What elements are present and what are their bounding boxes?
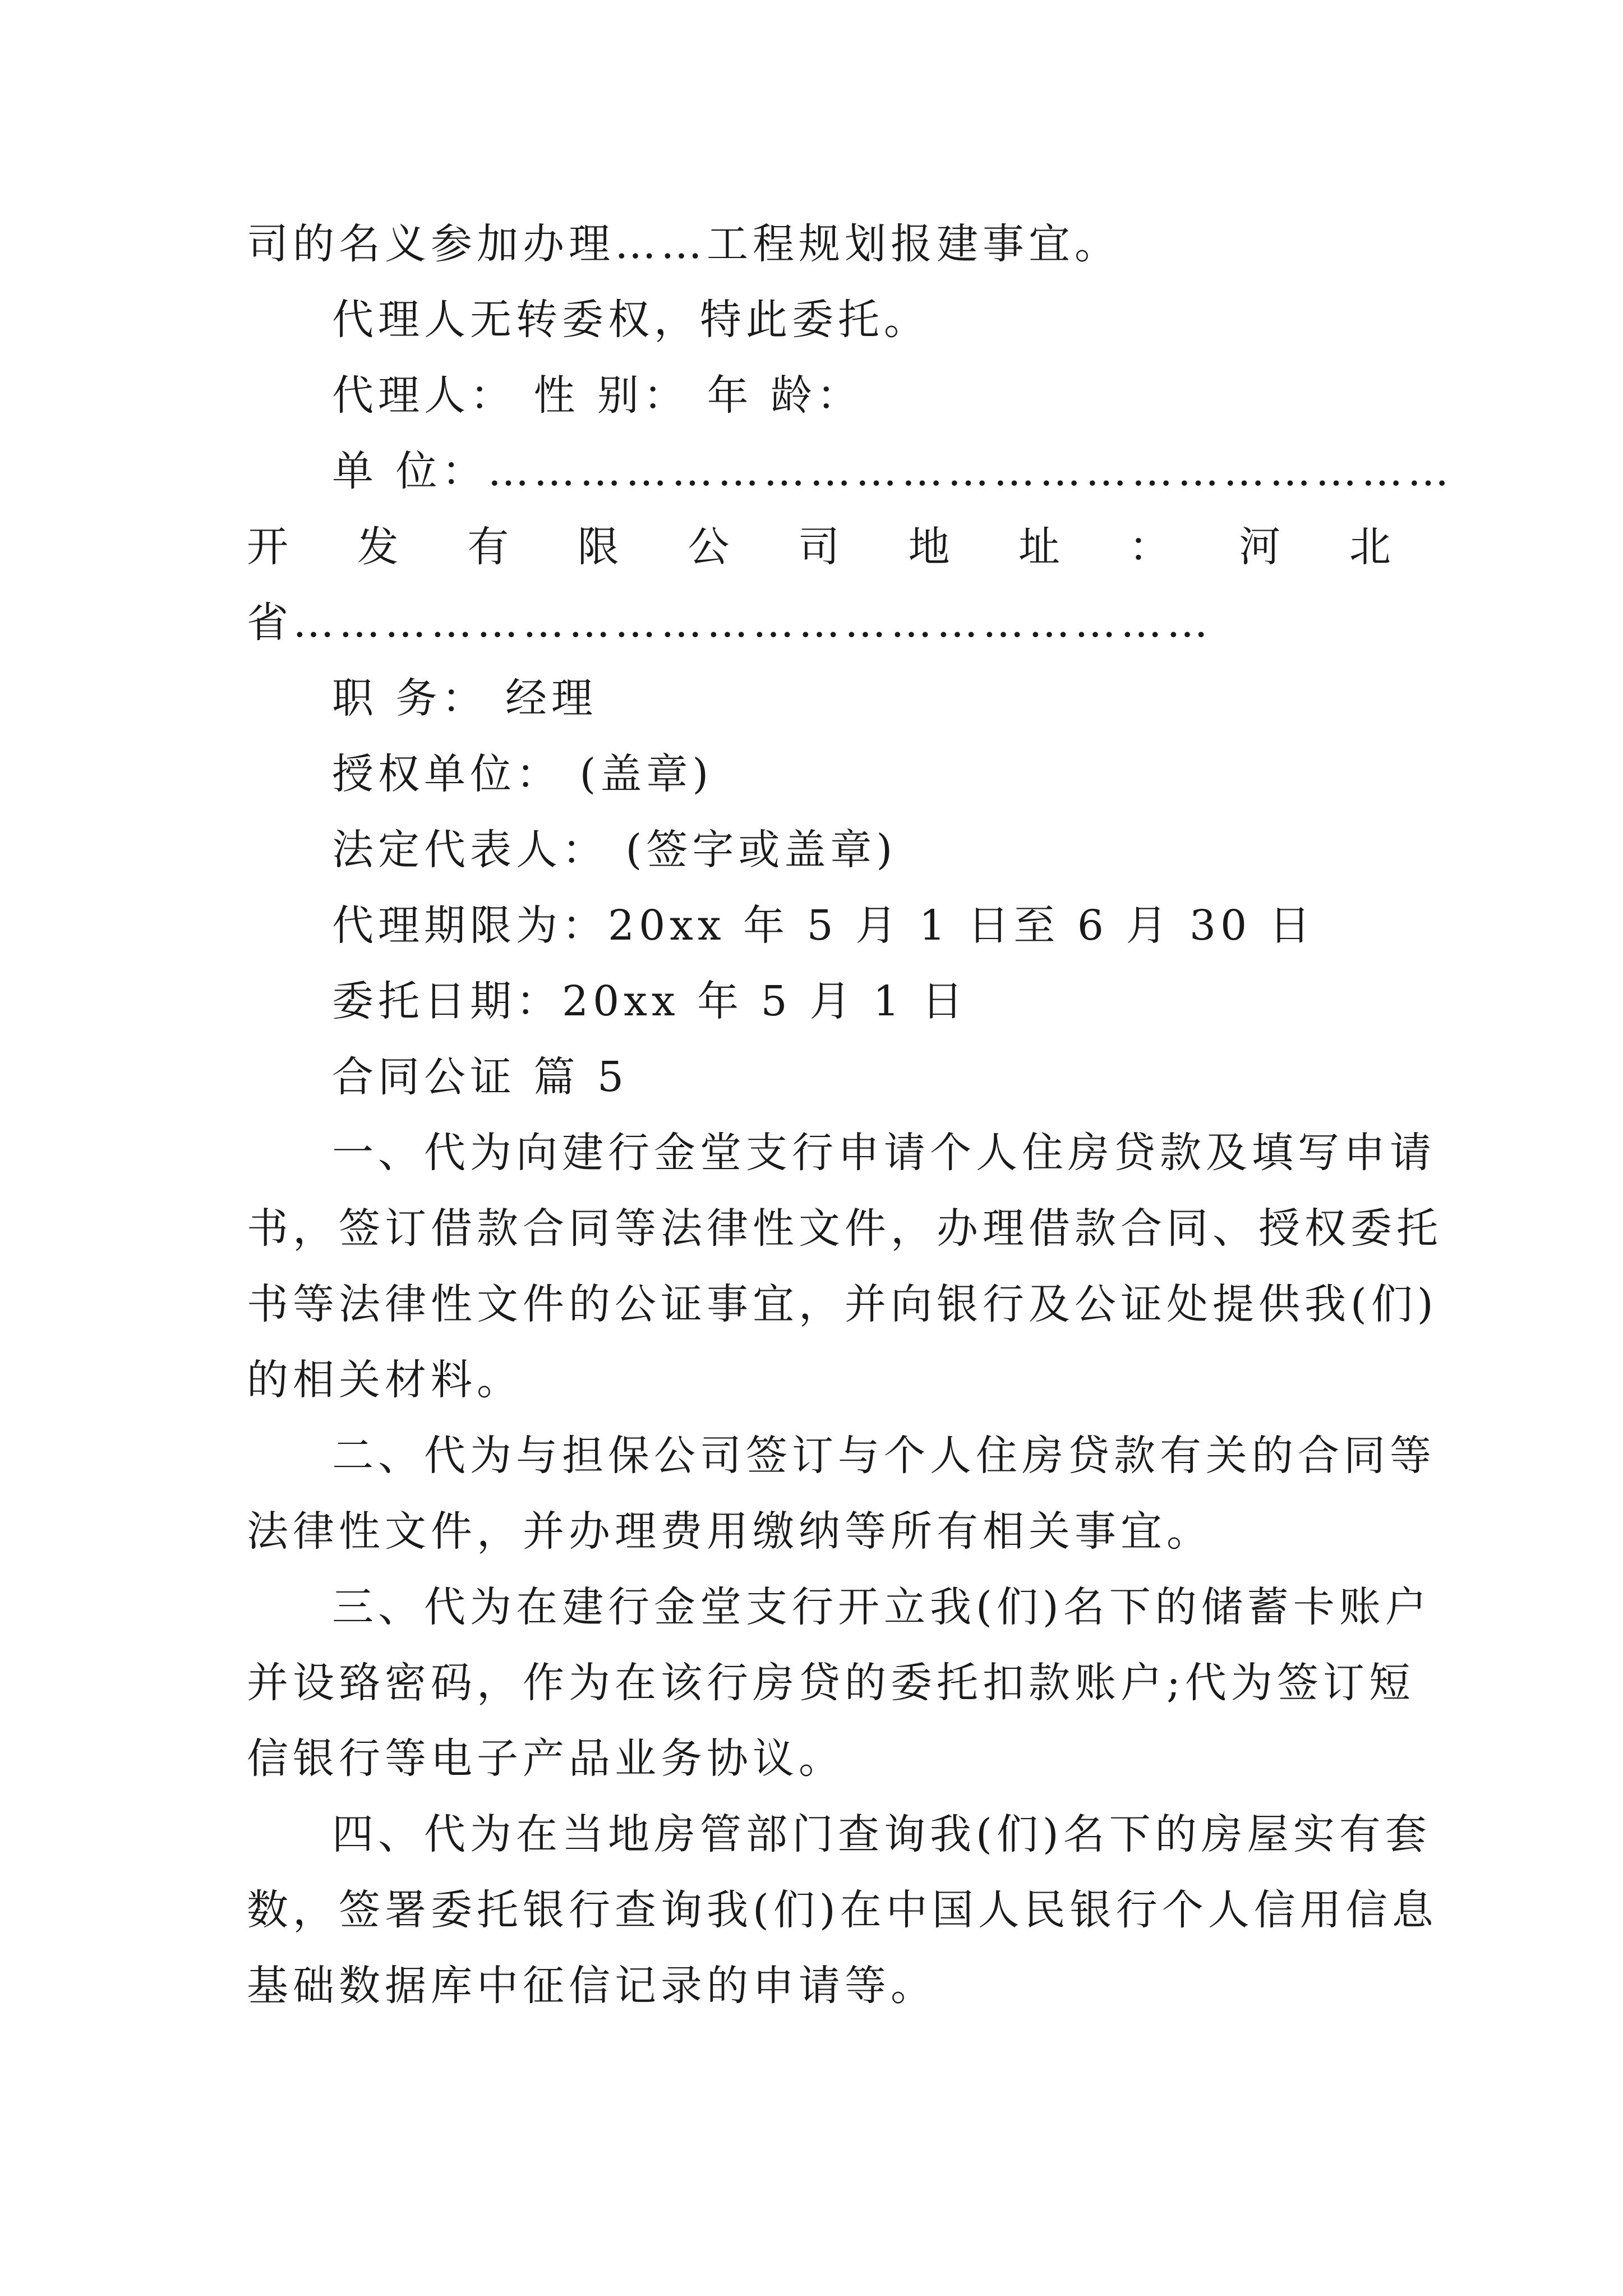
text-line: 授权单位： (盖章): [332, 750, 713, 798]
text-line: 代理期限为：20xx 年 5 月 1 日至 6 月 30 日: [332, 901, 1315, 950]
address-char: ：: [1128, 523, 1170, 571]
text-line: 司的名义参加办理……工程规划报建事宜。: [247, 220, 1121, 268]
address-char: 发: [357, 523, 399, 571]
text-line: 并设臵密码，作为在该行房贷的委托扣款账户;代为签订短: [247, 1659, 1415, 1707]
address-char: 北: [1349, 523, 1391, 571]
address-char: 地: [908, 523, 950, 571]
address-char: 司: [797, 523, 840, 571]
text-line: 委托日期：20xx 年 5 月 1 日: [332, 977, 968, 1025]
text-line: 四、代为在当地房管部门查询我(们)名下的房屋实有套: [332, 1810, 1431, 1858]
address-char: 河: [1239, 523, 1281, 571]
text-line: 单 位：………………………………………………………: [332, 447, 1454, 495]
text-line: 代理人： 性 别： 年 龄：: [332, 371, 863, 420]
text-line: 三、代为在建行金堂支行开立我(们)名下的储蓄卡账户: [332, 1583, 1431, 1631]
text-line: 数，签署委托银行查询我(们)在中国人民银行个人信用信息: [247, 1886, 1438, 1934]
text-line: 一、代为向建行金堂支行申请个人住房贷款及填写申请: [332, 1129, 1436, 1177]
address-char: 有: [467, 523, 509, 571]
address-line: [247, 519, 1391, 575]
address-char: 开: [247, 523, 288, 571]
text-line: 职 务： 经理: [332, 674, 598, 723]
text-line: 二、代为与担保公司签订与个人住房贷款有关的合同等: [332, 1432, 1436, 1480]
address-char: 公: [688, 523, 730, 571]
text-line: 的相关材料。: [247, 1356, 523, 1404]
text-line: 法定代表人： (签字或盖章): [332, 826, 897, 874]
address-char: 址: [1018, 523, 1061, 571]
text-line: 书，签订借款合同等法律性文件，办理借款合同、授权委托: [247, 1204, 1442, 1253]
text-line: 信银行等电子产品业务协议。: [247, 1734, 845, 1783]
address-char: 限: [577, 523, 619, 571]
text-line: 代理人无转委权，特此委托。: [332, 296, 930, 344]
text-line: 省……………………………………………………: [247, 599, 1212, 647]
text-line: 书等法律性文件的公证事宜，并向银行及公证处提供我(们): [247, 1280, 1438, 1328]
text-line: 法律性文件，并办理费用缴纳等所有相关事宜。: [247, 1507, 1212, 1556]
section-heading: 合同公证 篇 5: [332, 1053, 629, 1101]
text-line: 基础数据库中征信记录的申请等。: [247, 1962, 937, 2010]
